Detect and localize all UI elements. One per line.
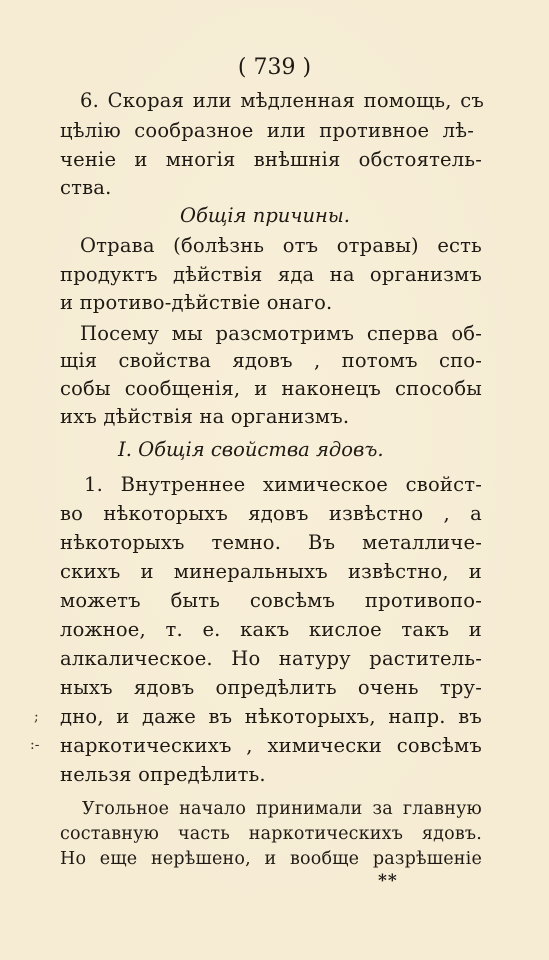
text-line: можетъ быть совсѣмъ противопо-	[60, 589, 482, 612]
text-line: и противо-дѣйствіе онаго.	[60, 291, 333, 314]
text-line: нѣкоторыхъ темно. Въ металличе-	[60, 531, 482, 554]
signature-mark: **	[378, 871, 398, 891]
text-line: нельзя опредѣлить.	[60, 763, 266, 786]
text-line: скихъ и минеральныхъ извѣстно, и	[60, 560, 482, 583]
text-line: ихъ дѣйствія на организмъ.	[60, 405, 350, 428]
text-line: продуктъ дѣйствія яда на организмъ	[60, 263, 482, 286]
text-line: собы сообщенія, и наконецъ способы	[60, 377, 482, 400]
text-line: 1. Внутреннее химическое свойст-	[84, 473, 482, 496]
text-line: наркотическихъ , химически совсѣмъ	[60, 734, 482, 757]
margin-dot: :-	[30, 737, 40, 753]
margin-dot: ;	[34, 709, 39, 725]
text-line: ныхъ ядовъ опредѣлить очень тру-	[60, 676, 482, 699]
text-line: ченіе и многія внѣшнія обстоятель-	[60, 148, 482, 171]
text-line: ложное, т. е. какъ кислое такъ и	[60, 618, 482, 641]
text-line: Отрава (болѣзнь отъ отравы) есть	[80, 234, 482, 257]
text-line: 6. Скорая или мѣдленная помощь, съ	[80, 89, 484, 112]
text-line: во нѣкоторыхъ ядовъ извѣстно , а	[60, 502, 482, 525]
section-heading: Общія причины.	[180, 204, 350, 227]
text-line: Угольное начало принимали за главную	[82, 799, 482, 819]
text-line: Посему мы разсмотримъ сперва об-	[80, 322, 482, 345]
text-line: составную часть наркотическихъ ядовъ.	[60, 824, 482, 844]
text-line: ства.	[60, 176, 112, 199]
section-heading: I. Общія свойства ядовъ.	[118, 438, 384, 461]
text-line: алкалическое. Но натуру раститель-	[60, 647, 482, 670]
text-line: дно, и даже въ нѣкоторыхъ, напр. въ	[60, 705, 482, 728]
page-number: ( 739 )	[237, 55, 312, 80]
text-line: Но еще нерѣшено, и вообще разрѣшеніе	[60, 849, 482, 869]
text-line: щія свойства ядовъ , потомъ спо-	[60, 349, 482, 372]
text-line: цѣлію сообразное или противное лѣ-	[60, 119, 474, 142]
